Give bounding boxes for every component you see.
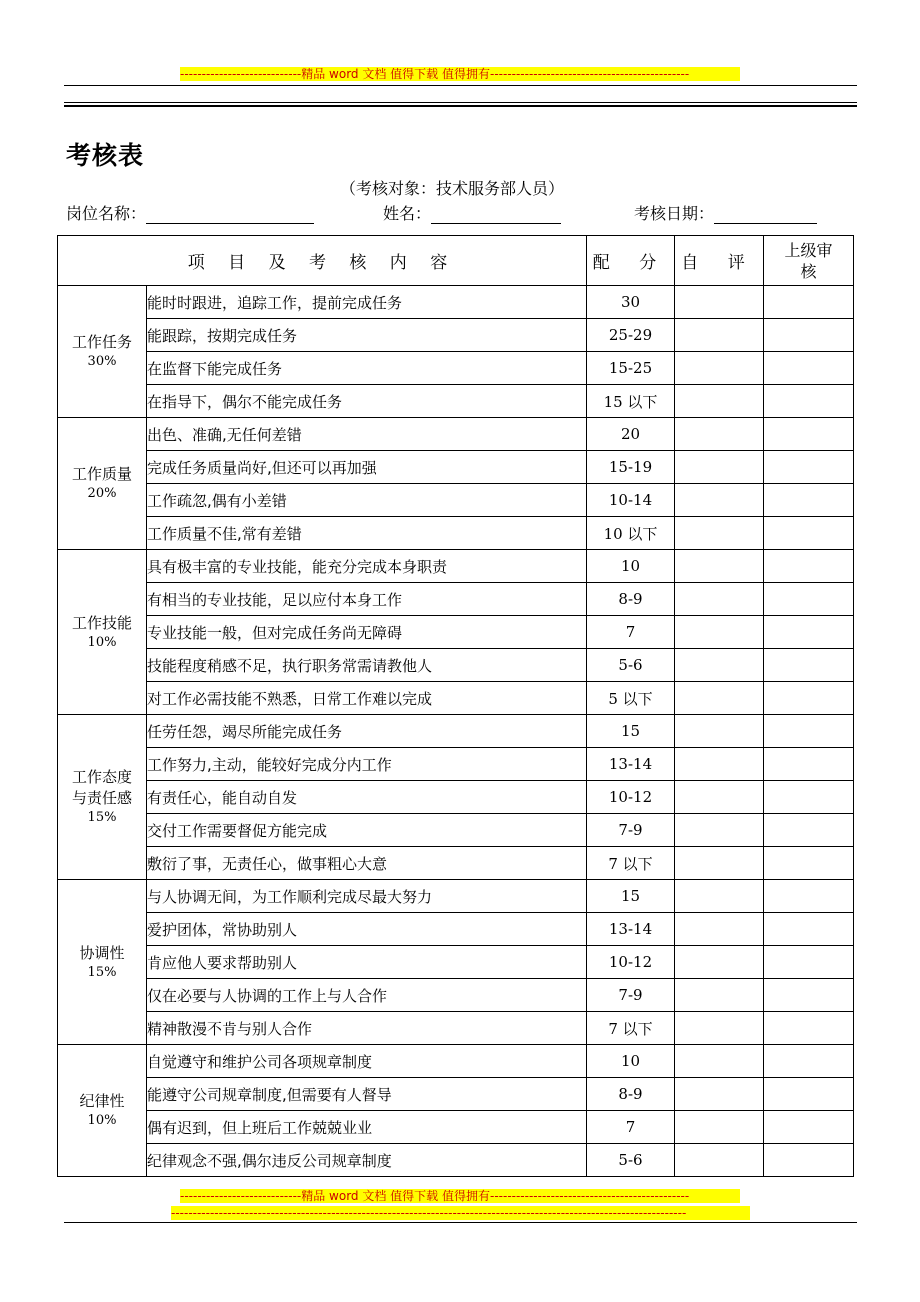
category-name: 工作任务 <box>71 333 132 351</box>
superior-review-cell[interactable] <box>764 1144 854 1177</box>
self-eval-cell[interactable] <box>675 1111 764 1144</box>
name-field[interactable] <box>383 201 561 224</box>
criterion-text: 工作疏忽,偶有小差错 <box>147 484 587 517</box>
criterion-text: 专业技能一般，但对完成任务尚无障碍 <box>147 616 587 649</box>
self-eval-cell[interactable] <box>675 550 764 583</box>
superior-review-cell[interactable] <box>764 781 854 814</box>
superior-review-cell[interactable] <box>764 550 854 583</box>
score-range: 10-12 <box>587 946 675 979</box>
self-eval-cell[interactable] <box>675 1144 764 1177</box>
score-range: 10-14 <box>587 484 675 517</box>
self-eval-cell[interactable] <box>675 616 764 649</box>
self-eval-cell[interactable] <box>675 286 764 319</box>
score-range: 20 <box>587 418 675 451</box>
table-row <box>58 616 854 649</box>
criterion-text: 纪律观念不强,偶尔违反公司规章制度 <box>147 1144 587 1177</box>
superior-review-cell[interactable] <box>764 715 854 748</box>
category-cell <box>58 286 147 418</box>
self-eval-cell[interactable] <box>675 748 764 781</box>
superior-review-cell[interactable] <box>764 451 854 484</box>
position-blank[interactable] <box>146 205 314 224</box>
score-range: 5 以下 <box>587 682 675 715</box>
superior-review-cell[interactable] <box>764 913 854 946</box>
table-row <box>58 352 854 385</box>
self-eval-cell[interactable] <box>675 352 764 385</box>
score-range: 13-14 <box>587 748 675 781</box>
category-name: 纪律性 <box>79 1092 125 1110</box>
category-weight: 30% <box>87 354 117 369</box>
table-row <box>58 649 854 682</box>
self-eval-cell[interactable] <box>675 1012 764 1045</box>
table-row <box>58 484 854 517</box>
superior-review-cell[interactable] <box>764 946 854 979</box>
score-range: 25-29 <box>587 319 675 352</box>
superior-review-cell[interactable] <box>764 682 854 715</box>
score-range: 30 <box>587 286 675 319</box>
criterion-text: 偶有迟到，但上班后工作兢兢业业 <box>147 1111 587 1144</box>
criterion-text: 对工作必需技能不熟悉，日常工作难以完成 <box>147 682 587 715</box>
table-row <box>58 385 854 418</box>
table-row <box>58 913 854 946</box>
self-eval-cell[interactable] <box>675 682 764 715</box>
superior-review-cell[interactable] <box>764 484 854 517</box>
criterion-text: 完成任务质量尚好,但还可以再加强 <box>147 451 587 484</box>
table-row <box>58 418 854 451</box>
page-title: 考核表 <box>66 141 145 170</box>
category-weight: 10% <box>87 1113 117 1128</box>
criterion-text: 任劳任怨，竭尽所能完成任务 <box>147 715 587 748</box>
superior-review-cell[interactable] <box>764 1045 854 1078</box>
position-field[interactable] <box>66 201 314 224</box>
self-eval-cell[interactable] <box>675 781 764 814</box>
category-weight: 20% <box>87 486 117 501</box>
self-eval-cell[interactable] <box>675 946 764 979</box>
self-eval-cell[interactable] <box>675 1045 764 1078</box>
criterion-text: 仅在必要与人协调的工作上与人合作 <box>147 979 587 1012</box>
category-weight: 10% <box>87 634 117 650</box>
header-score: 配 分 <box>587 236 675 286</box>
superior-review-cell[interactable] <box>764 583 854 616</box>
self-eval-cell[interactable] <box>675 385 764 418</box>
table-row <box>58 550 854 583</box>
date-label: 考核日期： <box>634 204 715 223</box>
table-row <box>58 814 854 847</box>
criterion-text: 能时时跟进，追踪工作，提前完成任务 <box>147 286 587 319</box>
score-range: 7 以下 <box>587 847 675 880</box>
score-range: 15-25 <box>587 352 675 385</box>
table-row <box>58 1012 854 1045</box>
criterion-text: 具有极丰富的专业技能，能充分完成本身职责 <box>147 550 587 583</box>
bottom-banner-2: ----------------------------------------------------------------------------------------------------------------------- <box>171 1206 750 1220</box>
self-eval-cell[interactable] <box>675 484 764 517</box>
table-row <box>58 715 854 748</box>
criterion-text: 爱护团体，常协助别人 <box>147 913 587 946</box>
date-field[interactable] <box>634 201 817 224</box>
table-row <box>58 583 854 616</box>
criterion-text: 精神散漫不肯与别人合作 <box>147 1012 587 1045</box>
table-row <box>58 517 854 550</box>
self-eval-cell[interactable] <box>675 814 764 847</box>
score-range: 10 <box>587 550 675 583</box>
self-eval-cell[interactable] <box>675 880 764 913</box>
top-banner: ----------------------------精品 word 文档 值得下载 值得拥有---------------------------------------------- <box>180 67 740 81</box>
table-row <box>58 847 854 880</box>
self-eval-cell[interactable] <box>675 1078 764 1111</box>
category-name: 工作技能 <box>71 613 132 632</box>
superior-review-cell[interactable] <box>764 286 854 319</box>
score-range: 15 <box>587 880 675 913</box>
superior-review-cell[interactable] <box>764 319 854 352</box>
category-cell <box>58 880 147 1045</box>
header-rule <box>64 85 857 86</box>
criterion-text: 技能程度稍感不足，执行职务常需请教他人 <box>147 649 587 682</box>
score-range: 7 <box>587 1111 675 1144</box>
score-range: 15-19 <box>587 451 675 484</box>
superior-review-cell[interactable] <box>764 418 854 451</box>
criterion-text: 在指导下，偶尔不能完成任务 <box>147 385 587 418</box>
score-range: 7-9 <box>587 979 675 1012</box>
header-self: 自 评 <box>675 236 764 286</box>
table-row <box>58 1078 854 1111</box>
criterion-text: 敷衍了事，无责任心，做事粗心大意 <box>147 847 587 880</box>
superior-review-cell[interactable] <box>764 385 854 418</box>
superior-review-cell[interactable] <box>764 616 854 649</box>
name-blank[interactable] <box>431 205 561 224</box>
criterion-text: 能遵守公司规章制度,但需要有人督导 <box>147 1078 587 1111</box>
header-superior: 上级审核 <box>764 236 854 286</box>
criterion-text: 肯应他人要求帮助别人 <box>147 946 587 979</box>
table-row <box>58 1144 854 1177</box>
score-range: 10 以下 <box>587 517 675 550</box>
name-label: 姓名： <box>383 204 432 223</box>
category-weight: 15% <box>87 810 117 825</box>
table-row <box>58 682 854 715</box>
bottom-banner-1: ----------------------------精品 word 文档 值得下载 值得拥有---------------------------------------------- <box>180 1189 740 1203</box>
score-range: 5-6 <box>587 1144 675 1177</box>
table-row <box>58 979 854 1012</box>
position-label: 岗位名称： <box>66 204 147 223</box>
self-eval-cell[interactable] <box>675 715 764 748</box>
self-eval-cell[interactable] <box>675 913 764 946</box>
score-range: 15 以下 <box>587 385 675 418</box>
criterion-text: 能跟踪，按期完成任务 <box>147 319 587 352</box>
score-range: 10-12 <box>587 781 675 814</box>
self-eval-cell[interactable] <box>675 451 764 484</box>
superior-review-cell[interactable] <box>764 979 854 1012</box>
category-cell <box>58 418 147 550</box>
criterion-text: 工作质量不佳,常有差错 <box>147 517 587 550</box>
superior-review-cell[interactable] <box>764 517 854 550</box>
header-item: 项 目 及 考 核 内 容 <box>58 236 587 286</box>
criterion-text: 工作努力,主动，能较好完成分内工作 <box>147 748 587 781</box>
superior-review-cell[interactable] <box>764 352 854 385</box>
criterion-text: 在监督下能完成任务 <box>147 352 587 385</box>
superior-review-cell[interactable] <box>764 1111 854 1144</box>
table-row <box>58 286 854 319</box>
self-eval-cell[interactable] <box>675 649 764 682</box>
superior-review-cell[interactable] <box>764 649 854 682</box>
subtitle: （考核对象：技术服务部人员） <box>340 179 565 198</box>
score-range: 13-14 <box>587 913 675 946</box>
category-name: 协调性 <box>79 943 125 962</box>
self-eval-cell[interactable] <box>675 847 764 880</box>
category-cell <box>58 1045 147 1177</box>
score-range: 8-9 <box>587 1078 675 1111</box>
category-name: 工作质量 <box>71 465 132 483</box>
table-row <box>58 1111 854 1144</box>
assessment-table <box>57 235 854 1177</box>
criterion-text: 与人协调无间，为工作顺利完成尽最大努力 <box>147 880 587 913</box>
table-body <box>58 286 854 1177</box>
self-eval-cell[interactable] <box>675 583 764 616</box>
score-range: 5-6 <box>587 649 675 682</box>
superior-review-cell[interactable] <box>764 1012 854 1045</box>
table-row <box>58 880 854 913</box>
self-eval-cell[interactable] <box>675 319 764 352</box>
score-range: 7-9 <box>587 814 675 847</box>
category-cell <box>58 550 147 715</box>
score-range: 10 <box>587 1045 675 1078</box>
criterion-text: 有相当的专业技能，足以应付本身工作 <box>147 583 587 616</box>
superior-review-cell[interactable] <box>764 1078 854 1111</box>
table-header-row <box>58 236 854 286</box>
date-blank[interactable] <box>714 205 817 224</box>
criterion-text: 有责任心，能自动自发 <box>147 781 587 814</box>
criterion-text: 交付工作需要督促方能完成 <box>147 814 587 847</box>
superior-review-cell[interactable] <box>764 847 854 880</box>
table-row <box>58 781 854 814</box>
self-eval-cell[interactable] <box>675 418 764 451</box>
category-cell <box>58 715 147 880</box>
header-double-rule-bottom <box>64 105 857 107</box>
score-range: 15 <box>587 715 675 748</box>
category-name: 工作态度与责任感 <box>71 768 132 807</box>
table-row <box>58 748 854 781</box>
superior-review-cell[interactable] <box>764 880 854 913</box>
self-eval-cell[interactable] <box>675 517 764 550</box>
footer-rule <box>64 1222 857 1223</box>
category-weight: 15% <box>87 964 117 980</box>
table-row <box>58 946 854 979</box>
table-row <box>58 1045 854 1078</box>
header-double-rule-top <box>64 102 857 103</box>
score-range: 8-9 <box>587 583 675 616</box>
criterion-text: 出色、准确,无任何差错 <box>147 418 587 451</box>
superior-review-cell[interactable] <box>764 748 854 781</box>
score-range: 7 <box>587 616 675 649</box>
criterion-text: 自觉遵守和维护公司各项规章制度 <box>147 1045 587 1078</box>
superior-review-cell[interactable] <box>764 814 854 847</box>
score-range: 7 以下 <box>587 1012 675 1045</box>
table-row <box>58 319 854 352</box>
table-row <box>58 451 854 484</box>
self-eval-cell[interactable] <box>675 979 764 1012</box>
